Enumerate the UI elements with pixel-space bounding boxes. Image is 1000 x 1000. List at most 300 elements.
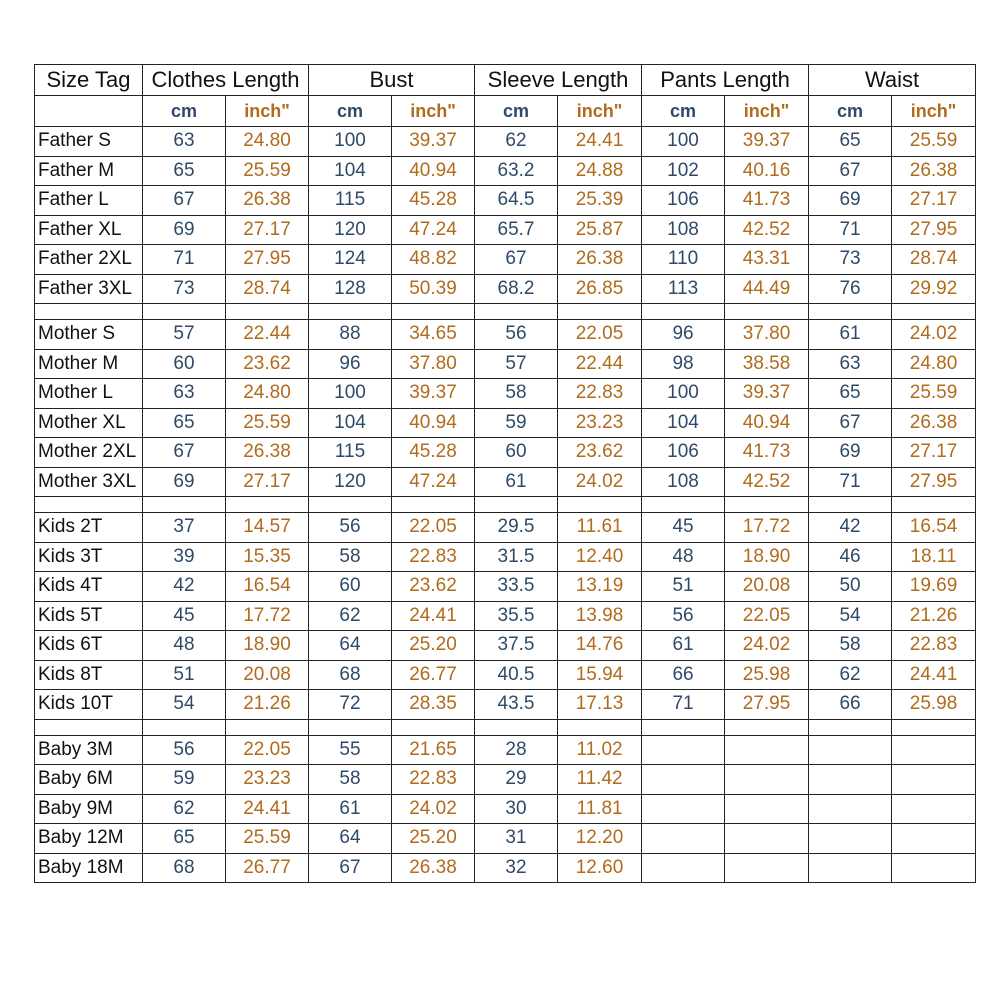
inch-value-cell: 12.20	[558, 824, 642, 854]
cm-value-cell: 37	[143, 513, 226, 543]
size-tag-cell: Mother XL	[35, 408, 143, 438]
cm-value-cell: 33.5	[475, 572, 558, 602]
cm-value-cell: 45	[143, 601, 226, 631]
table-row	[35, 320, 976, 350]
cm-value-cell: 128	[309, 274, 392, 304]
inch-value-cell: 12.60	[558, 853, 642, 883]
inch-value-cell: 40.16	[725, 156, 809, 186]
size-tag-cell: Mother M	[35, 349, 143, 379]
inch-value-cell: 28.74	[892, 245, 976, 275]
cm-value-cell: 88	[309, 320, 392, 350]
inch-value-cell	[725, 824, 809, 854]
inch-value-cell: 15.94	[558, 660, 642, 690]
cm-value-cell: 67	[143, 438, 226, 468]
inch-value-cell: 18.90	[226, 631, 309, 661]
header-waist: Waist	[809, 65, 976, 96]
inch-value-cell: 45.28	[392, 186, 475, 216]
inch-value-cell: 25.98	[725, 660, 809, 690]
table-row	[35, 735, 976, 765]
inch-value-cell	[892, 824, 976, 854]
inch-value-cell: 25.87	[558, 215, 642, 245]
inch-value-cell: 39.37	[725, 379, 809, 409]
inch-value-cell: 39.37	[392, 379, 475, 409]
empty-cell	[892, 304, 976, 320]
inch-value-cell: 19.69	[892, 572, 976, 602]
table-row	[35, 438, 976, 468]
cm-value-cell: 71	[809, 215, 892, 245]
empty-cell	[475, 719, 558, 735]
cm-value-cell: 73	[809, 245, 892, 275]
cm-value-cell: 58	[309, 765, 392, 795]
cm-value-cell: 59	[143, 765, 226, 795]
inch-value-cell: 28.74	[226, 274, 309, 304]
cm-value-cell: 31.5	[475, 542, 558, 572]
inch-value-cell: 26.38	[226, 186, 309, 216]
empty-cell	[642, 304, 725, 320]
group-spacer-row	[35, 304, 976, 320]
inch-value-cell: 27.95	[892, 467, 976, 497]
inch-value-cell: 24.41	[892, 660, 976, 690]
cm-value-cell: 71	[642, 690, 725, 720]
table-row	[35, 824, 976, 854]
size-tag-cell: Kids 8T	[35, 660, 143, 690]
cm-value-cell: 65	[143, 824, 226, 854]
empty-cell	[309, 497, 392, 513]
cm-value-cell: 42	[809, 513, 892, 543]
header-size-tag: Size Tag	[35, 65, 143, 96]
table-row	[35, 127, 976, 157]
cm-value-cell: 54	[809, 601, 892, 631]
cm-value-cell: 56	[475, 320, 558, 350]
unit-inch: inch"	[392, 96, 475, 127]
empty-cell	[642, 719, 725, 735]
cm-value-cell: 61	[475, 467, 558, 497]
empty-cell	[309, 719, 392, 735]
inch-value-cell: 25.20	[392, 631, 475, 661]
cm-value-cell: 69	[809, 186, 892, 216]
cm-value-cell: 67	[143, 186, 226, 216]
inch-value-cell: 34.65	[392, 320, 475, 350]
inch-value-cell: 11.61	[558, 513, 642, 543]
inch-value-cell: 17.13	[558, 690, 642, 720]
cm-value-cell: 35.5	[475, 601, 558, 631]
cm-value-cell: 67	[809, 156, 892, 186]
inch-value-cell	[892, 735, 976, 765]
inch-value-cell: 41.73	[725, 186, 809, 216]
cm-value-cell: 62	[475, 127, 558, 157]
unit-inch: inch"	[892, 96, 976, 127]
table-row	[35, 660, 976, 690]
group-spacer-row	[35, 497, 976, 513]
inch-value-cell: 22.44	[558, 349, 642, 379]
empty-cell	[309, 304, 392, 320]
inch-value-cell: 22.05	[226, 735, 309, 765]
inch-value-cell: 47.24	[392, 215, 475, 245]
empty-cell	[809, 719, 892, 735]
size-tag-cell: Kids 10T	[35, 690, 143, 720]
inch-value-cell: 40.94	[392, 156, 475, 186]
inch-value-cell: 24.02	[725, 631, 809, 661]
cm-value-cell: 30	[475, 794, 558, 824]
inch-value-cell: 27.95	[892, 215, 976, 245]
cm-value-cell: 67	[809, 408, 892, 438]
inch-value-cell: 37.80	[392, 349, 475, 379]
table-row	[35, 379, 976, 409]
inch-value-cell: 15.35	[226, 542, 309, 572]
cm-value-cell: 56	[143, 735, 226, 765]
size-tag-cell: Mother 3XL	[35, 467, 143, 497]
inch-value-cell: 45.28	[392, 438, 475, 468]
inch-value-cell: 25.59	[892, 379, 976, 409]
cm-value-cell: 68	[309, 660, 392, 690]
inch-value-cell	[725, 794, 809, 824]
table-row	[35, 513, 976, 543]
cm-value-cell: 62	[143, 794, 226, 824]
empty-cell	[226, 719, 309, 735]
inch-value-cell: 27.95	[725, 690, 809, 720]
empty-cell	[392, 304, 475, 320]
group-spacer-row	[35, 719, 976, 735]
inch-value-cell: 24.88	[558, 156, 642, 186]
cm-value-cell: 46	[809, 542, 892, 572]
table-row	[35, 690, 976, 720]
inch-value-cell: 24.02	[392, 794, 475, 824]
inch-value-cell: 38.58	[725, 349, 809, 379]
empty-cell	[475, 497, 558, 513]
empty-cell	[725, 719, 809, 735]
inch-value-cell: 27.95	[226, 245, 309, 275]
size-tag-cell: Kids 5T	[35, 601, 143, 631]
cm-value-cell: 115	[309, 438, 392, 468]
empty-cell	[392, 719, 475, 735]
unit-inch: inch"	[226, 96, 309, 127]
cm-value-cell: 57	[143, 320, 226, 350]
cm-value-cell: 69	[809, 438, 892, 468]
cm-value-cell: 67	[475, 245, 558, 275]
inch-value-cell: 17.72	[725, 513, 809, 543]
inch-value-cell: 21.65	[392, 735, 475, 765]
inch-value-cell: 48.82	[392, 245, 475, 275]
size-tag-cell: Father XL	[35, 215, 143, 245]
cm-value-cell: 40.5	[475, 660, 558, 690]
cm-value-cell: 58	[475, 379, 558, 409]
cm-value-cell: 66	[809, 690, 892, 720]
cm-value-cell: 120	[309, 467, 392, 497]
inch-value-cell: 27.17	[892, 186, 976, 216]
table-row	[35, 572, 976, 602]
inch-value-cell: 22.83	[392, 542, 475, 572]
size-tag-cell: Baby 12M	[35, 824, 143, 854]
inch-value-cell: 25.59	[892, 127, 976, 157]
cm-value-cell: 51	[642, 572, 725, 602]
inch-value-cell: 25.59	[226, 156, 309, 186]
inch-value-cell: 25.39	[558, 186, 642, 216]
cm-value-cell: 56	[642, 601, 725, 631]
inch-value-cell: 16.54	[892, 513, 976, 543]
table-row	[35, 274, 976, 304]
inch-value-cell: 26.38	[892, 156, 976, 186]
empty-cell	[892, 497, 976, 513]
unit-inch: inch"	[558, 96, 642, 127]
table-row	[35, 631, 976, 661]
inch-value-cell: 29.92	[892, 274, 976, 304]
cm-value-cell	[642, 824, 725, 854]
table-row	[35, 853, 976, 883]
cm-value-cell: 104	[642, 408, 725, 438]
cm-value-cell: 72	[309, 690, 392, 720]
cm-value-cell	[809, 824, 892, 854]
cm-value-cell: 63.2	[475, 156, 558, 186]
cm-value-cell: 51	[143, 660, 226, 690]
cm-value-cell	[642, 853, 725, 883]
inch-value-cell: 12.40	[558, 542, 642, 572]
cm-value-cell: 100	[309, 379, 392, 409]
inch-value-cell: 25.59	[226, 408, 309, 438]
empty-cell	[143, 497, 226, 513]
header-row	[35, 65, 976, 96]
inch-value-cell: 50.39	[392, 274, 475, 304]
inch-value-cell: 27.17	[226, 215, 309, 245]
cm-value-cell: 43.5	[475, 690, 558, 720]
inch-value-cell: 24.80	[226, 379, 309, 409]
size-tag-cell: Kids 6T	[35, 631, 143, 661]
cm-value-cell: 108	[642, 467, 725, 497]
cm-value-cell: 66	[642, 660, 725, 690]
size-tag-cell: Baby 9M	[35, 794, 143, 824]
inch-value-cell: 23.62	[392, 572, 475, 602]
empty-cell	[392, 497, 475, 513]
cm-value-cell: 39	[143, 542, 226, 572]
cm-value-cell: 64	[309, 824, 392, 854]
header-clothes-length: Clothes Length	[143, 65, 309, 96]
cm-value-cell: 65	[143, 408, 226, 438]
cm-value-cell	[809, 735, 892, 765]
empty-cell	[35, 719, 143, 735]
empty-cell	[809, 304, 892, 320]
size-tag-cell: Father M	[35, 156, 143, 186]
inch-value-cell: 39.37	[725, 127, 809, 157]
inch-value-cell: 39.37	[392, 127, 475, 157]
inch-value-cell: 22.83	[892, 631, 976, 661]
cm-value-cell: 120	[309, 215, 392, 245]
inch-value-cell: 22.83	[558, 379, 642, 409]
cm-value-cell: 108	[642, 215, 725, 245]
cm-value-cell: 100	[642, 379, 725, 409]
table-row	[35, 245, 976, 275]
inch-value-cell: 24.80	[892, 349, 976, 379]
inch-value-cell: 22.44	[226, 320, 309, 350]
inch-value-cell: 21.26	[226, 690, 309, 720]
cm-value-cell: 37.5	[475, 631, 558, 661]
table-row	[35, 186, 976, 216]
unit-row	[35, 96, 976, 127]
cm-value-cell: 32	[475, 853, 558, 883]
empty-cell	[475, 304, 558, 320]
cm-value-cell: 65	[143, 156, 226, 186]
cm-value-cell: 100	[642, 127, 725, 157]
inch-value-cell: 37.80	[725, 320, 809, 350]
size-tag-cell: Baby 3M	[35, 735, 143, 765]
cm-value-cell: 31	[475, 824, 558, 854]
empty-cell	[725, 304, 809, 320]
empty-cell	[892, 719, 976, 735]
cm-value-cell: 58	[309, 542, 392, 572]
inch-value-cell: 14.76	[558, 631, 642, 661]
inch-value-cell: 11.42	[558, 765, 642, 795]
inch-value-cell: 22.05	[558, 320, 642, 350]
cm-value-cell: 59	[475, 408, 558, 438]
cm-value-cell: 29	[475, 765, 558, 795]
inch-value-cell	[892, 853, 976, 883]
inch-value-cell: 26.38	[892, 408, 976, 438]
cm-value-cell: 96	[309, 349, 392, 379]
cm-value-cell: 69	[143, 215, 226, 245]
cm-value-cell	[809, 765, 892, 795]
table-row	[35, 408, 976, 438]
cm-value-cell: 106	[642, 438, 725, 468]
inch-value-cell: 24.41	[226, 794, 309, 824]
size-tag-cell: Mother 2XL	[35, 438, 143, 468]
cm-value-cell: 55	[309, 735, 392, 765]
cm-value-cell: 65	[809, 127, 892, 157]
size-tag-cell: Mother S	[35, 320, 143, 350]
inch-value-cell: 18.90	[725, 542, 809, 572]
unit-blank	[35, 96, 143, 127]
inch-value-cell: 41.73	[725, 438, 809, 468]
empty-cell	[226, 497, 309, 513]
cm-value-cell: 69	[143, 467, 226, 497]
inch-value-cell: 42.52	[725, 467, 809, 497]
cm-value-cell: 68.2	[475, 274, 558, 304]
inch-value-cell: 24.80	[226, 127, 309, 157]
size-tag-cell: Mother L	[35, 379, 143, 409]
inch-value-cell: 23.62	[558, 438, 642, 468]
empty-cell	[809, 497, 892, 513]
inch-value-cell: 20.08	[226, 660, 309, 690]
inch-value-cell: 26.77	[392, 660, 475, 690]
inch-value-cell: 42.52	[725, 215, 809, 245]
cm-value-cell: 28	[475, 735, 558, 765]
table-row	[35, 349, 976, 379]
size-chart-table	[34, 64, 976, 883]
cm-value-cell: 73	[143, 274, 226, 304]
cm-value-cell: 113	[642, 274, 725, 304]
cm-value-cell: 61	[809, 320, 892, 350]
cm-value-cell: 65.7	[475, 215, 558, 245]
cm-value-cell: 63	[143, 127, 226, 157]
cm-value-cell: 60	[143, 349, 226, 379]
inch-value-cell: 24.02	[558, 467, 642, 497]
table-row	[35, 156, 976, 186]
cm-value-cell: 106	[642, 186, 725, 216]
cm-value-cell: 63	[143, 379, 226, 409]
size-tag-cell: Father 2XL	[35, 245, 143, 275]
table-row	[35, 215, 976, 245]
cm-value-cell: 56	[309, 513, 392, 543]
inch-value-cell	[892, 765, 976, 795]
cm-value-cell: 50	[809, 572, 892, 602]
cm-value-cell: 64	[309, 631, 392, 661]
inch-value-cell: 43.31	[725, 245, 809, 275]
cm-value-cell: 63	[809, 349, 892, 379]
inch-value-cell: 25.59	[226, 824, 309, 854]
inch-value-cell: 24.41	[558, 127, 642, 157]
table-row	[35, 601, 976, 631]
size-tag-cell: Father L	[35, 186, 143, 216]
inch-value-cell: 22.05	[392, 513, 475, 543]
size-tag-cell: Baby 18M	[35, 853, 143, 883]
inch-value-cell: 25.98	[892, 690, 976, 720]
cm-value-cell: 60	[309, 572, 392, 602]
inch-value-cell: 16.54	[226, 572, 309, 602]
table-row	[35, 765, 976, 795]
cm-value-cell: 42	[143, 572, 226, 602]
cm-value-cell: 58	[809, 631, 892, 661]
cm-value-cell	[642, 765, 725, 795]
size-tag-cell: Kids 3T	[35, 542, 143, 572]
cm-value-cell	[809, 794, 892, 824]
cm-value-cell: 104	[309, 156, 392, 186]
inch-value-cell	[725, 853, 809, 883]
inch-value-cell: 27.17	[226, 467, 309, 497]
size-tag-cell: Baby 6M	[35, 765, 143, 795]
header-sleeve-length: Sleeve Length	[475, 65, 642, 96]
inch-value-cell: 26.77	[226, 853, 309, 883]
table-body	[35, 127, 976, 883]
inch-value-cell: 44.49	[725, 274, 809, 304]
empty-cell	[642, 497, 725, 513]
cm-value-cell: 124	[309, 245, 392, 275]
size-tag-cell: Kids 4T	[35, 572, 143, 602]
cm-value-cell: 62	[309, 601, 392, 631]
cm-value-cell: 110	[642, 245, 725, 275]
cm-value-cell: 64.5	[475, 186, 558, 216]
table-row	[35, 794, 976, 824]
cm-value-cell: 102	[642, 156, 725, 186]
inch-value-cell: 11.81	[558, 794, 642, 824]
cm-value-cell: 68	[143, 853, 226, 883]
empty-cell	[558, 304, 642, 320]
unit-cm: cm	[809, 96, 892, 127]
cm-value-cell: 98	[642, 349, 725, 379]
cm-value-cell: 60	[475, 438, 558, 468]
inch-value-cell: 11.02	[558, 735, 642, 765]
cm-value-cell: 100	[309, 127, 392, 157]
unit-cm: cm	[143, 96, 226, 127]
cm-value-cell: 76	[809, 274, 892, 304]
cm-value-cell: 115	[309, 186, 392, 216]
inch-value-cell: 13.98	[558, 601, 642, 631]
table-row	[35, 542, 976, 572]
cm-value-cell: 61	[642, 631, 725, 661]
inch-value-cell: 23.23	[558, 408, 642, 438]
cm-value-cell: 48	[642, 542, 725, 572]
inch-value-cell: 17.72	[226, 601, 309, 631]
cm-value-cell: 54	[143, 690, 226, 720]
cm-value-cell: 71	[809, 467, 892, 497]
cm-value-cell: 62	[809, 660, 892, 690]
size-tag-cell: Father S	[35, 127, 143, 157]
inch-value-cell: 28.35	[392, 690, 475, 720]
inch-value-cell: 26.38	[558, 245, 642, 275]
inch-value-cell: 40.94	[725, 408, 809, 438]
empty-cell	[143, 304, 226, 320]
inch-value-cell: 27.17	[892, 438, 976, 468]
cm-value-cell: 48	[143, 631, 226, 661]
cm-value-cell: 65	[809, 379, 892, 409]
inch-value-cell	[725, 765, 809, 795]
cm-value-cell: 61	[309, 794, 392, 824]
